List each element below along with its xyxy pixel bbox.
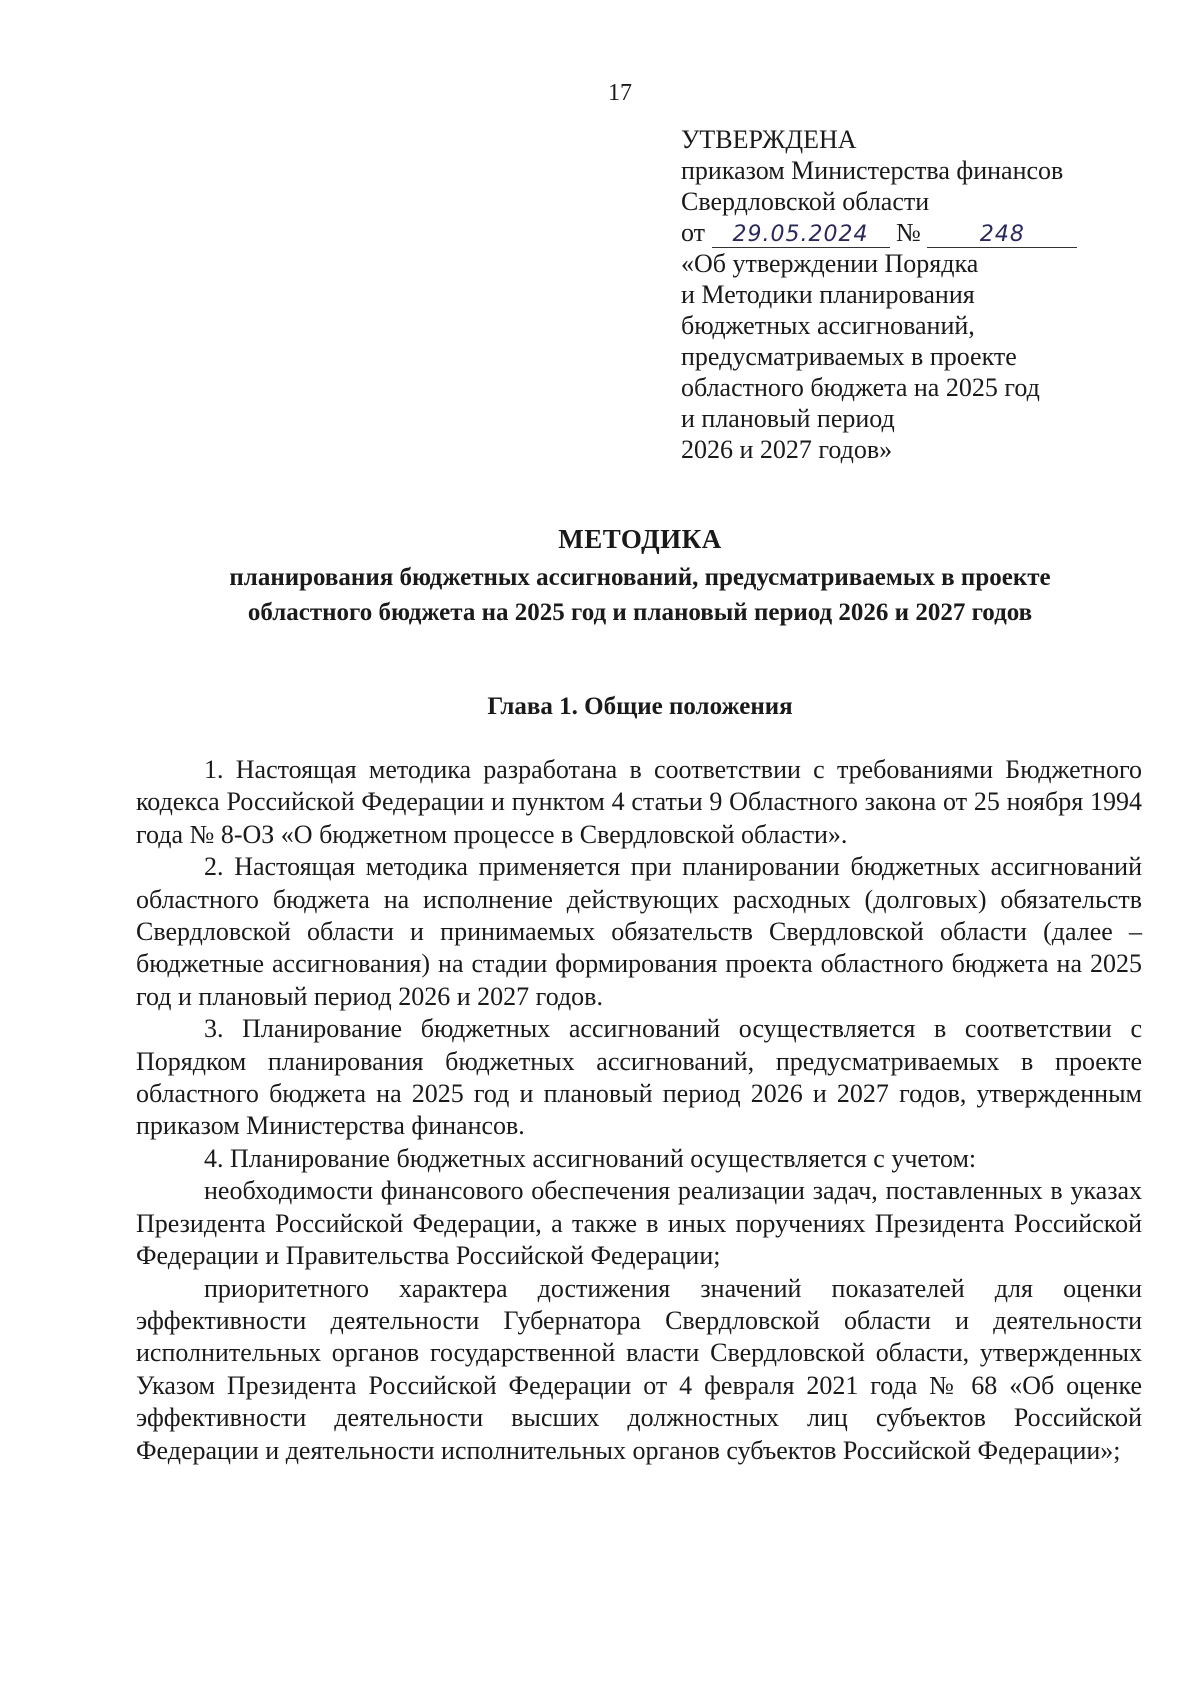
page-number: 17 (608, 80, 632, 106)
paragraph: 2. Настоящая методика применяется при планировании бюджетных ассигнований областного бюджета на исполнение действующих расходных (долговых) обязательств Свердловской области и принимаемых обязательств Свердловской области (далее – бюджетные ассигнования) на стадии формирования проекта областного бюджета на 2025 год и плановый период 2026 и 2027 годов. (136, 852, 1142, 1011)
approval-status: УТВЕРЖДЕНА (681, 125, 857, 154)
approval-stamp-block (681, 124, 1121, 465)
subtitle-line: планирования бюджетных ассигнований, предусматриваемых в проекте (229, 564, 1051, 591)
paragraph: 3. Планирование бюджетных ассигнований осуществляется в соответствии с Порядком планирования бюджетных ассигнований, предусматриваемых в проекте областного бюджета на 2025 год и плановый период 2026 и 2027 годов, утвержденным приказом Министерства финансов. (136, 1014, 1142, 1141)
order-title-line: областного бюджета на 2025 год (681, 373, 1040, 402)
document-title: МЕТОДИКА (558, 524, 722, 554)
paragraph: приоритетного характера достижения значений показателей для оценки эффективности деятельности Губернатора Свердловской области и деятельности исполнительных органов государственной власти Свердловской области, утвержденных Указом Президента Российской Федерации от 4 февраля 2021 года № 68 «Об оценке эффективности деятельности высших должностных лиц субъектов Российской Федерации и деятельности исполнительных органов субъектов Российской Федерации»; (136, 1273, 1142, 1465)
order-title-line: и Методики планирования (681, 280, 975, 309)
order-title-line: бюджетных ассигнований, (681, 311, 975, 340)
chapter-title: Глава 1. Общие положения (487, 693, 793, 720)
order-title-line: «Об утверждении Порядка (681, 249, 979, 278)
subtitle-line: областного бюджета на 2025 год и плановый период 2026 и 2027 годов (247, 599, 1033, 626)
handwritten-order-number: 248 (927, 223, 1077, 248)
order-title-line: 2026 и 2027 годов» (681, 435, 893, 464)
paragraph: 4. Планирование бюджетных ассигнований осуществляется с учетом: (204, 1143, 977, 1173)
order-title-line: предусматриваемых в проекте (681, 342, 1017, 371)
paragraph: необходимости финансового обеспечения реализации задач, поставленных в указах Президента Российской Федерации, а также в иных поручениях Президента Российской Федерации и Правительства Российской Федерации; (136, 1176, 1142, 1271)
approval-date-number-line (681, 217, 1121, 248)
paragraph: 1. Настоящая методика разработана в соответствии с требованиями Бюджетного кодекса Российской Федерации и пунктом 4 статьи 9 Областного закона от 25 ноября 1994 года № 8-ОЗ «О бюджетном процессе в Свердловской области». (136, 755, 1142, 849)
document-body (136, 754, 1142, 1467)
approval-line-ministry: приказом Министерства финансов (681, 156, 1064, 185)
order-title-line: и плановый период (681, 404, 895, 433)
date-prefix: от (681, 218, 706, 247)
handwritten-date: 29.05.2024 (712, 223, 890, 248)
document-subtitle (120, 560, 1160, 630)
approval-line-region: Свердловской области (681, 187, 930, 216)
number-prefix: № (896, 218, 921, 247)
